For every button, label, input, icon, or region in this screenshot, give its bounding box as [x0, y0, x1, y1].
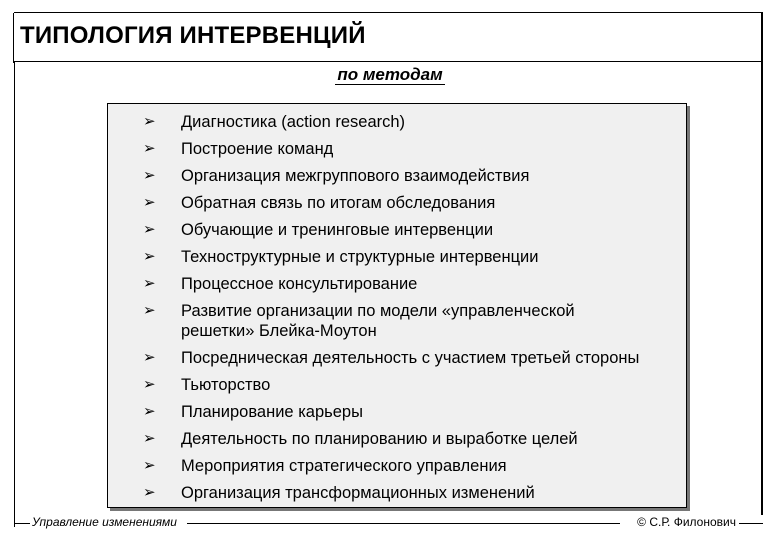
arrowhead-bullet-icon: ➢ — [143, 349, 156, 366]
arrowhead-bullet-icon: ➢ — [143, 302, 156, 319]
list-item — [108, 483, 686, 503]
list-item — [108, 402, 686, 422]
list-item-label: Мероприятия стратегического управления — [181, 457, 507, 475]
arrowhead-bullet-icon: ➢ — [143, 221, 156, 238]
list-item — [108, 375, 686, 395]
list-item-label: Построение команд — [181, 140, 334, 158]
footer-course-name: Управление изменениями — [32, 515, 177, 529]
list-item-label: Организация межгруппового взаимодействия — [181, 167, 530, 185]
subtitle — [0, 65, 780, 85]
list-item — [108, 220, 686, 240]
arrowhead-bullet-icon: ➢ — [143, 194, 156, 211]
arrowhead-bullet-icon: ➢ — [143, 248, 156, 265]
footer-copyright: © С.Р. Филонович — [637, 515, 736, 529]
methods-list-box — [107, 103, 687, 508]
list-item-label: Планирование карьеры — [181, 403, 363, 421]
list-item — [108, 112, 686, 132]
footer-rule-right-stub — [739, 523, 763, 524]
list-item-label: Обратная связь по итогам обследования — [181, 194, 496, 212]
arrowhead-bullet-icon: ➢ — [143, 403, 156, 420]
slide-frame-left-edge — [14, 62, 15, 527]
list-item-label: Развитие организации по модели «управленческой решетки» Блейка-Моутон — [181, 302, 575, 340]
list-item-label: Процессное консультирование — [181, 275, 418, 293]
subtitle-text: по методам — [337, 65, 443, 84]
list-item — [108, 247, 686, 267]
list-item-label: Деятельность по планированию и выработке целей — [181, 430, 578, 448]
page-title: ТИПОЛОГИЯ ИНТЕРВЕНЦИЙ — [20, 22, 366, 49]
list-item-label: Тьюторство — [181, 376, 271, 394]
list-item-label: Техноструктурные и структурные интервенции — [181, 248, 539, 266]
list-item-label: Организация трансформационных изменений — [181, 484, 535, 502]
footer-rule — [187, 523, 620, 524]
list-item — [108, 301, 621, 341]
arrowhead-bullet-icon: ➢ — [143, 140, 156, 157]
list-item — [108, 139, 686, 159]
list-item-label: Обучающие и тренинговые интервенции — [181, 221, 494, 239]
methods-list — [108, 104, 686, 503]
list-item — [108, 166, 686, 186]
arrowhead-bullet-icon: ➢ — [143, 113, 156, 130]
footer-rule-left-stub — [14, 523, 30, 524]
arrowhead-bullet-icon: ➢ — [143, 430, 156, 447]
arrowhead-bullet-icon: ➢ — [143, 457, 156, 474]
arrowhead-bullet-icon: ➢ — [143, 376, 156, 393]
list-item — [108, 193, 686, 213]
list-item — [108, 274, 686, 294]
arrowhead-bullet-icon: ➢ — [143, 275, 156, 292]
list-item — [108, 456, 686, 476]
arrowhead-bullet-icon: ➢ — [143, 167, 156, 184]
list-item-label: Диагностика (action research) — [181, 113, 406, 131]
list-item-label: Посредническая деятельность с участием третьей стороны — [181, 349, 640, 367]
list-item — [108, 429, 686, 449]
arrowhead-bullet-icon: ➢ — [143, 484, 156, 501]
list-item — [108, 348, 686, 368]
